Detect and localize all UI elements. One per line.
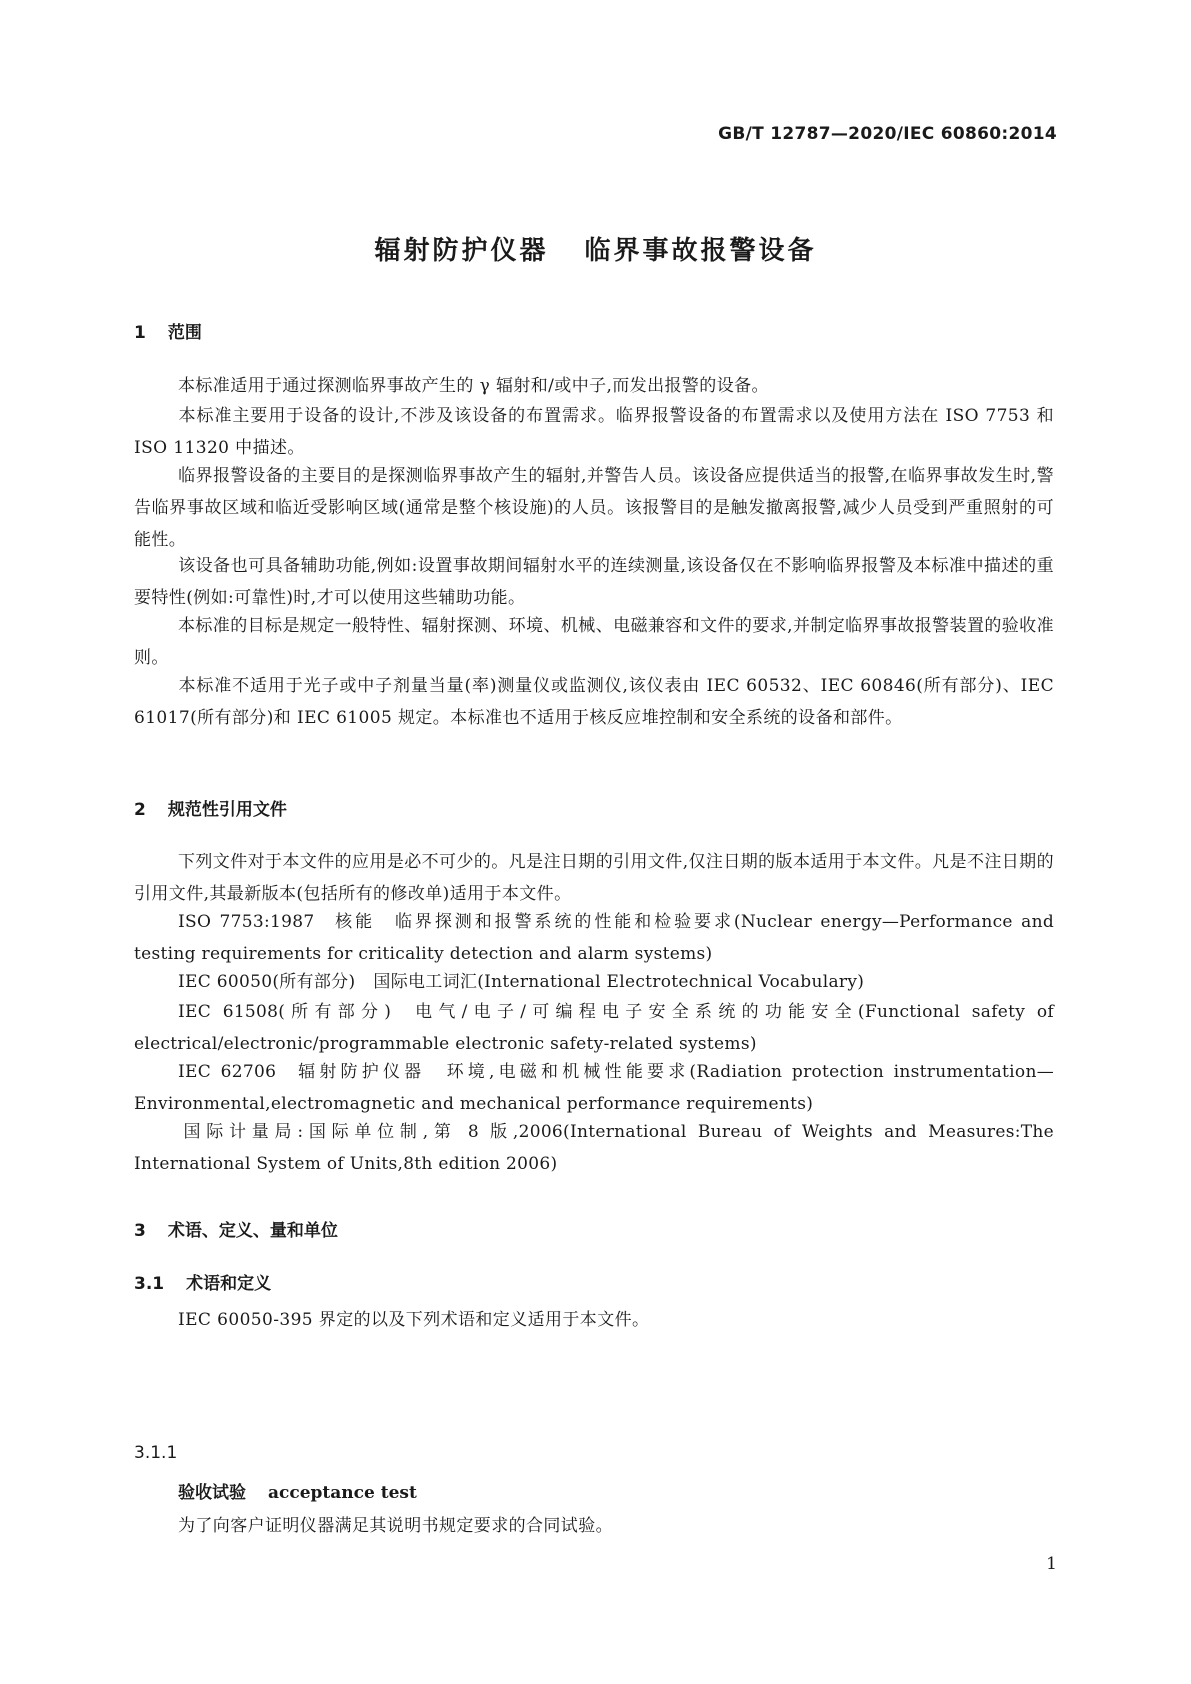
reference-item bbox=[134, 966, 1054, 998]
paragraph: IEC 60050-395 界定的以及下列术语和定义适用于本文件。 bbox=[178, 1310, 650, 1330]
reference-text: 核能 临界探测和报警系统的性能和检验要求(Nuclear energy—Performance and testing requirements for criticality detection and alarm systems) bbox=[134, 912, 1054, 964]
reference-id: IEC 61508(所有部分) bbox=[178, 1002, 392, 1022]
reference-text: 国际电工词汇(International Electrotechnical Vocabulary) bbox=[373, 972, 865, 992]
reference-id: IEC 62706 bbox=[178, 1062, 277, 1082]
paragraph: 该设备也可具备辅助功能,例如:设置事故期间辐射水平的连续测量,该设备仅在不影响临界报警及本标准中描述的重要特性(例如:可靠性)时,才可以使用这些辅助功能。 bbox=[134, 556, 1054, 608]
term-entry bbox=[178, 1478, 417, 1503]
title-part-2: 临界事故报警设备 bbox=[584, 236, 817, 266]
term-number: 3.1.1 bbox=[134, 1443, 178, 1463]
paragraph: 本标准主要用于设备的设计,不涉及该设备的布置需求。临界报警设备的布置需求以及使用方法在 ISO 7753 和 ISO 11320 中描述。 bbox=[134, 406, 1054, 458]
term-english: acceptance test bbox=[268, 1483, 417, 1503]
section-title: 规范性引用文件 bbox=[167, 800, 287, 820]
paragraph: 本标准不适用于光子或中子剂量当量(率)测量仪或监测仪,该仪表由 IEC 60532、IEC 60846(所有部分)、IEC 61017(所有部分)和 IEC 61005 规定。本标准也不适用于核反应堆控制和安全系统的设备和部件。 bbox=[134, 676, 1054, 728]
paragraph: 临界报警设备的主要目的是探测临界事故产生的辐射,并警告人员。该设备应提供适当的报警,在临界事故发生时,警告临界事故区域和临近受影响区域(通常是整个核设施)的人员。该报警目的是触发撤离报警,减少人员受到严重照射的可能性。 bbox=[134, 466, 1054, 550]
section-number: 2 bbox=[134, 800, 146, 820]
standard-code: GB/T 12787—2020/IEC 60860:2014 bbox=[718, 124, 1057, 144]
reference-item bbox=[134, 996, 1054, 1060]
section-3-heading bbox=[134, 1216, 338, 1241]
subsection-number: 3.1 bbox=[134, 1274, 165, 1294]
subsection-3-1-heading bbox=[134, 1269, 271, 1294]
reference-item bbox=[134, 1116, 1054, 1180]
reference-item bbox=[134, 906, 1054, 970]
section-2-heading bbox=[134, 795, 287, 820]
term-chinese: 验收试验 bbox=[178, 1483, 246, 1503]
section-title: 术语、定义、量和单位 bbox=[167, 1221, 338, 1241]
section-1-heading bbox=[134, 318, 202, 343]
reference-text: 国际计量局:国际单位制,第 8 版,2006(International Bureau of Weights and Measures:The International System of Units,8th edition 2006) bbox=[134, 1122, 1054, 1174]
subsection-title: 术语和定义 bbox=[186, 1274, 272, 1294]
page-number: 1 bbox=[1046, 1554, 1057, 1574]
reference-id: IEC 60050(所有部分) bbox=[178, 972, 356, 992]
paragraph: 本标准适用于通过探测临界事故产生的 γ 辐射和/或中子,而发出报警的设备。 bbox=[178, 376, 769, 396]
title-part-1: 辐射防护仪器 bbox=[374, 236, 549, 266]
paragraph: 本标准的目标是规定一般特性、辐射探测、环境、机械、电磁兼容和文件的要求,并制定临界事故报警装置的验收准则。 bbox=[134, 616, 1054, 668]
reference-item bbox=[134, 1056, 1054, 1120]
term-definition: 为了向客户证明仪器满足其说明书规定要求的合同试验。 bbox=[178, 1516, 613, 1536]
section-number: 1 bbox=[134, 323, 146, 343]
paragraph: 下列文件对于本文件的应用是必不可少的。凡是注日期的引用文件,仅注日期的版本适用于本文件。凡是不注日期的引用文件,其最新版本(包括所有的修改单)适用于本文件。 bbox=[134, 852, 1054, 904]
document-title bbox=[0, 230, 1191, 267]
section-number: 3 bbox=[134, 1221, 146, 1241]
reference-text: 电气/电子/可编程电子安全系统的功能安全(Functional safety of electrical/electronic/programmable electronic safety-related systems) bbox=[134, 1002, 1055, 1054]
reference-id: ISO 7753:1987 bbox=[178, 912, 315, 932]
section-title: 范围 bbox=[167, 323, 202, 343]
reference-text: 辐射防护仪器 环境,电磁和机械性能要求(Radiation protection instrumentation—Environmental,electromagnetic and mechanical performance requirements) bbox=[134, 1062, 1054, 1114]
